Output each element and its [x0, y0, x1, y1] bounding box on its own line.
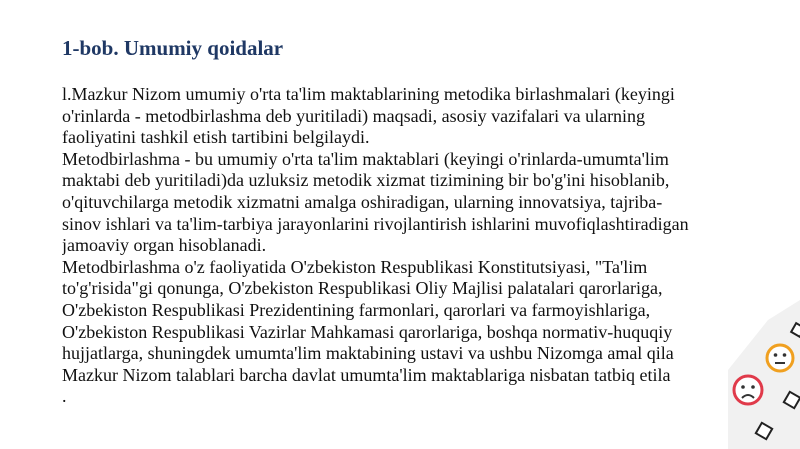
- text-line: o'qituvchilarga metodik xizmatni amalga oshiradigan, ularning innovatsiya, tajriba-: [62, 191, 663, 212]
- sad-face-icon: [734, 376, 762, 404]
- emoji-decoration-art: [728, 300, 800, 449]
- slide-title: 1-bob. Umumiy qoidalar: [62, 36, 284, 60]
- text-line: .: [62, 386, 67, 407]
- emoji-decoration: [728, 300, 800, 449]
- text-line: faoliyatini tashkil etish tartibini belgilaydi.: [62, 127, 370, 148]
- slide-body-text: [62, 84, 742, 414]
- text-line: Metodbirlashma o'z faoliyatida O'zbekiston Respublikasi Konstitutsiyasi, "Ta'lim: [62, 256, 648, 277]
- text-line: O'zbekiston Respublikasi Prezidentining farmonlari, qarorlari va farmoyishlariga,: [62, 299, 651, 320]
- text-line: sinov ishlari va ta'lim-tarbiya jarayonlarini rivojlantirish ishlarini muvofiqlashtiradigan: [62, 213, 689, 234]
- text-line: jamoaviy organ hisoblanadi.: [62, 235, 267, 256]
- text-line: O'zbekiston Respublikasi Vazirlar Mahkamasi qarorlariga, boshqa normativ-huquqiy: [62, 321, 673, 342]
- neutral-face-icon: [767, 345, 793, 371]
- text-line: l.Mazkur Nizom umumiy o'rta ta'lim maktablarining metodika birlashmalari (keyingi: [62, 84, 675, 104]
- text-line: maktabi deb yuritiladi)da uzluksiz metodik xizmat tizimining bir bo'g'ini hisoblanib,: [62, 170, 670, 191]
- text-line: hujjatlarga, shuningdek umumta'lim maktabining ustavi va ushbu Nizomga amal qila: [62, 343, 674, 364]
- text-line: Mazkur Nizom talablari barcha davlat umumta'lim maktablariga nisbatan tatbiq etila: [62, 364, 671, 385]
- text-line: o'rinlarda - metodbirlashma deb yuritiladi) maqsadi, asosiy vazifalari va ularning: [62, 105, 646, 126]
- text-line: Metodbirlashma - bu umumiy o'rta ta'lim maktablari (keyingi o'rinlarda-umumta'lim: [62, 148, 669, 169]
- text-line: to'g'risida"gi qonunga, O'zbekiston Respublikasi Oliy Majlisi palatalari qarorlariga,: [62, 278, 663, 299]
